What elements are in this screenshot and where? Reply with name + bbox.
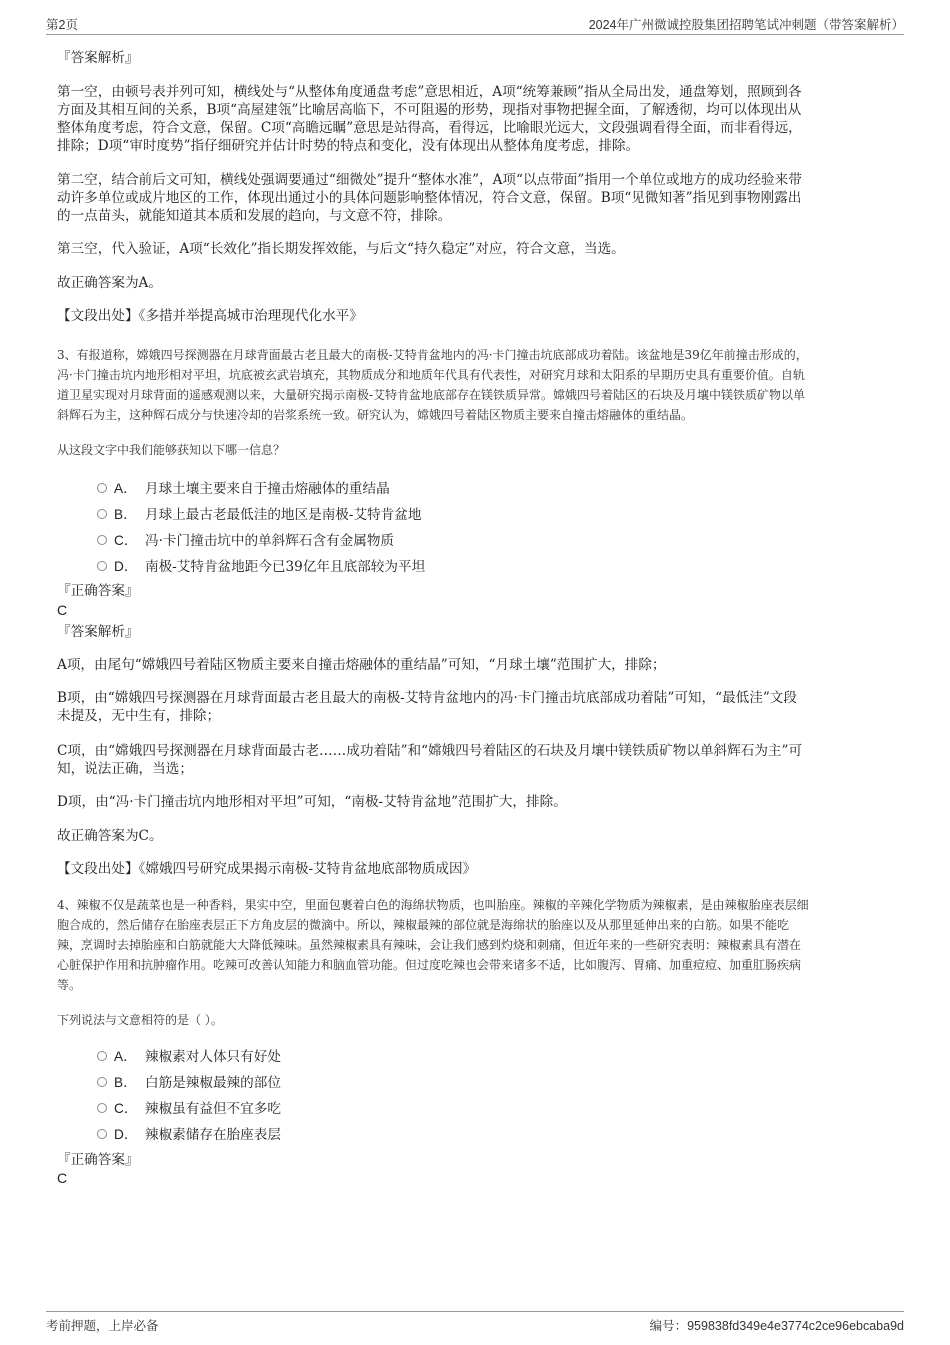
q3-analysis-b-line1: B项，由“嫦娥四号探测器在月球背面最古老且最大的南极-艾特肯盆地内的冯·卡门撞击坑底部成功着陆”可知，“最低洼”文段 <box>57 690 797 706</box>
q3-analysis-a: A项，由尾句“嫦娥四号着陆区物质主要来自撞击熔融体的重结晶”可知，“月球土壤”范围扩大，排除； <box>57 657 666 673</box>
option-letter: A． <box>114 1049 137 1064</box>
q4-stem-line2: 胞合成的，然后储存在胎座表层正下方角皮层的微滴中。所以，辣椒最辣的部位就是海绵状的胎座以及从那里延伸出来的白筋。如果不能吃 <box>57 918 790 932</box>
option-text: 辣椒素储存在胎座表层 <box>145 1127 281 1143</box>
q4-stem-line3: 辣，烹调时去掉胎座和白筋就能大大降低辣味。虽然辣椒素具有辣味，会让我们感到灼烧和刺痛，但近年来的一些研究表明：辣椒素具有潜在 <box>57 938 802 952</box>
q4-stem-line1: 4、辣椒不仅是蔬菜也是一种香料，果实中空，里面包裹着白色的海绵状物质，也叫胎座。辣椒的辛辣化学物质为辣椒素，是由辣椒胎座表层细 <box>57 898 809 912</box>
q2-analysis-p2-line3: 的一点苗头，就能知道其本质和发展的趋向，与文意不符，排除。 <box>57 208 452 224</box>
option-text: 冯·卡门撞击坑中的单斜辉石含有金属物质 <box>145 533 395 549</box>
q2-analysis-p1-line2: 方面及其相互间的关系，B项“高屋建瓴”比喻居高临下，不可阻遏的形势，现指对事物把握全面，了解透彻，均可以体现出从 <box>57 102 802 118</box>
option-text: 白筋是辣椒最辣的部位 <box>145 1075 281 1091</box>
q3-question: 从这段文字中我们能够获知以下哪一信息？ <box>57 443 286 457</box>
q2-analysis-p1-line1: 第一空，由顿号表并列可知，横线处与“从整体角度通盘考虑”意思相近，A项“统筹兼顾”指从全局出发，通盘筹划，照顾到各 <box>57 84 802 100</box>
option-text: 月球土壤主要来自于撞击熔融体的重结晶 <box>145 481 390 497</box>
option-letter: B． <box>114 1075 137 1090</box>
q3-answer-title: 『正确答案』 <box>57 583 139 599</box>
option-letter: D． <box>114 1127 138 1142</box>
q2-analysis-title: 『答案解析』 <box>57 50 139 66</box>
radio-icon[interactable] <box>97 483 107 493</box>
footer-slogan: 考前押题，上岸必备 <box>46 1318 159 1333</box>
q3-source: 【文段出处】《嫦娥四号研究成果揭示南极-艾特肯盆地底部物质成因》 <box>57 861 477 877</box>
q3-analysis-title: 『答案解析』 <box>57 624 139 640</box>
q4-question: 下列说法与文意相符的是（ ）。 <box>57 1013 223 1027</box>
q3-stem-line1: 3、有报道称，嫦娥四号探测器在月球背面最古老且最大的南极-艾特肯盆地内的冯·卡门撞击坑底部成功着陆。该盆地是39亿年前撞击形成的， <box>57 348 808 362</box>
q3-stem-line2: 冯·卡门撞击坑内地形相对平坦，坑底被玄武岩填充，其物质成分和地质年代具有代表性，对研究月球和太阳系的早期历史具有重要价值。自轨 <box>57 368 805 382</box>
option-letter: D． <box>114 559 138 574</box>
radio-icon[interactable] <box>97 1129 107 1139</box>
q3-answer: C <box>57 602 68 618</box>
option-letter: C． <box>114 1101 138 1116</box>
radio-icon[interactable] <box>97 535 107 545</box>
q3-analysis-b-line2: 未提及，无中生有，排除； <box>57 708 221 724</box>
q4-answer: C <box>57 1170 68 1186</box>
radio-icon[interactable] <box>97 1051 107 1061</box>
q4-answer-title: 『正确答案』 <box>57 1152 139 1168</box>
q2-analysis-p3: 第三空，代入验证，A项“长效化”指长期发挥效能，与后文“持久稳定”对应，符合文意，当选。 <box>57 241 625 257</box>
q2-analysis-p1-line3: 整体角度考虑，符合文意，保留。C项“高瞻远瞩”意思是站得高，看得远，比喻眼光远大，文段强调看得全面，而非看得远， <box>57 120 802 136</box>
q4-stem-line4: 心脏保护作用和抗肿瘤作用。吃辣可改善认知能力和脑血管功能。但过度吃辣也会带来诸多不适，比如腹泻、胃痛、加重痘痘、加重肛肠疾病 <box>57 958 802 972</box>
q3-analysis-c-line1: C项，由“嫦娥四号探测器在月球背面最古老……成功着陆”和“嫦娥四号着陆区的石块及月壤中镁铁质矿物以单斜辉石为主”可 <box>57 743 803 759</box>
radio-icon[interactable] <box>97 1103 107 1113</box>
document-code: 编号：959838fd349e4e3774c2ce96ebcaba9d <box>649 1319 904 1333</box>
option-letter: B． <box>114 507 137 522</box>
radio-icon[interactable] <box>97 561 107 571</box>
document-title: 2024年广州微诚控股集团招聘笔试冲刺题（带答案解析） <box>588 18 904 32</box>
q2-analysis-p2-line2: 动许多单位或成片地区的工作，体现出通过小的具体问题影响整体情况，符合文意，保留。B项“见微知著”指见到事物刚露出 <box>57 190 802 206</box>
radio-icon[interactable] <box>97 509 107 519</box>
q3-stem-line4: 斜辉石为主，这种辉石成分与快速冷却的岩浆系统一致。研究认为，嫦娥四号着陆区物质主要来自撞击熔融体的重结晶。 <box>57 408 694 422</box>
q3-conclusion: 故正确答案为C。 <box>57 828 163 844</box>
option-letter: C． <box>114 533 138 548</box>
q4-stem-line5: 等。 <box>57 978 82 992</box>
option-text: 辣椒素对人体只有好处 <box>145 1049 281 1065</box>
q2-analysis-p1-line4: 排除；D项“审时度势”指仔细研究并估计时势的特点和变化，没有体现出从整体角度考虑，排除。 <box>57 138 640 154</box>
option-text: 南极-艾特肯盆地距今已39亿年且底部较为平坦 <box>145 559 426 575</box>
q2-conclusion: 故正确答案为A。 <box>57 275 162 291</box>
q2-source: 【文段出处】《多措并举提高城市治理现代化水平》 <box>57 308 363 324</box>
page-footer <box>46 1311 904 1336</box>
option-letter: A． <box>114 481 137 496</box>
option-text: 月球上最古老最低洼的地区是南极-艾特肯盆地 <box>145 507 422 523</box>
q3-analysis-c-line2: 知，说法正确，当选； <box>57 761 193 777</box>
option-text: 辣椒虽有益但不宜多吃 <box>145 1101 281 1117</box>
q3-stem-line3: 道卫星实现对月球背面的遥感观测以来，大量研究揭示南极-艾特肯盆地底部存在镁铁质异常。嫦娥四号着陆区的石块及月壤中镁铁质矿物以单 <box>57 388 806 402</box>
page-number: 第2页 <box>46 18 78 32</box>
radio-icon[interactable] <box>97 1077 107 1087</box>
q3-analysis-d: D项，由“冯·卡门撞击坑内地形相对平坦”可知，“南极-艾特肯盆地”范围扩大，排除。 <box>57 794 567 810</box>
page-header <box>46 14 904 35</box>
q2-analysis-p2-line1: 第二空，结合前后文可知，横线处强调要通过“细微处”提升“整体水准”，A项“以点带面”指用一个单位或地方的成功经验来带 <box>57 172 802 188</box>
